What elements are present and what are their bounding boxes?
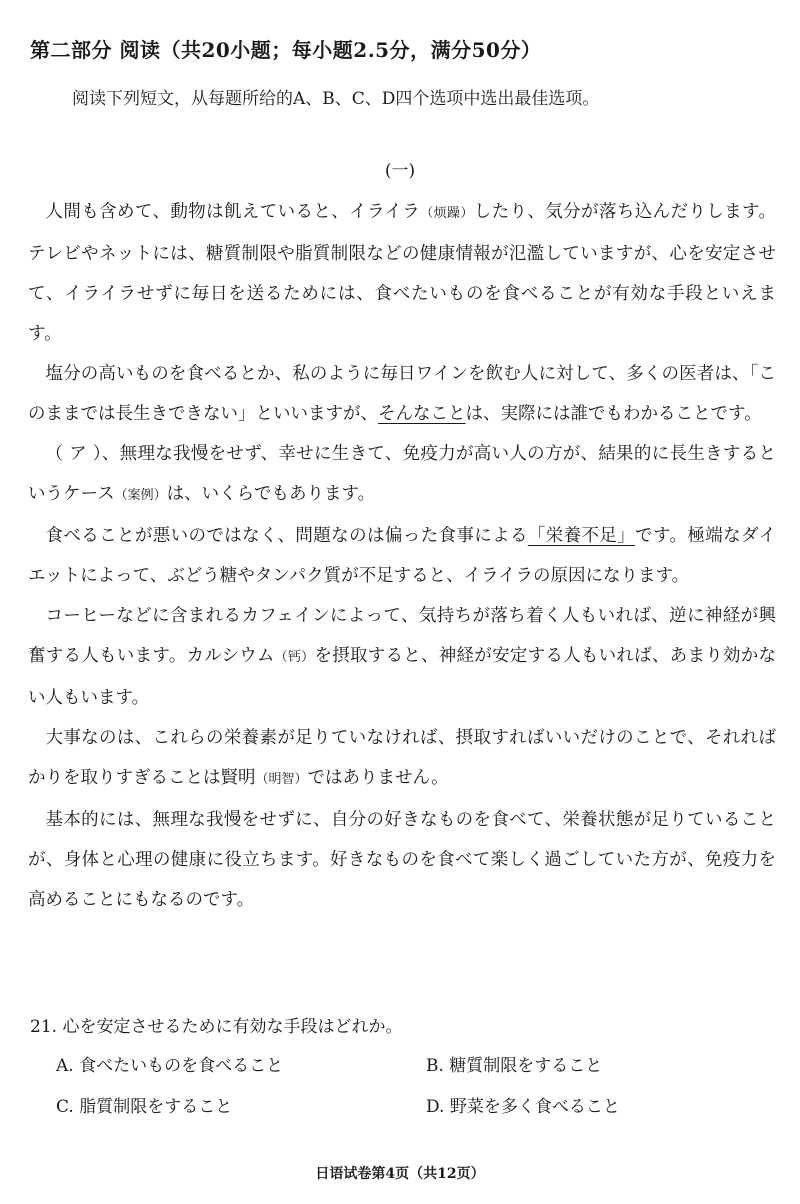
paragraph-text: （ ア ）、無理な我慢をせず、幸せに生きて、免疫力が高い人の方が、結果的に長生きするというケース [28,444,776,504]
paragraph-text: 人間も含めて、動物は飢えていると、イライラ [45,202,421,222]
section-title: 第二部分 阅读（共20小题；每小题2.5分，满分50分） [30,38,542,62]
gloss-note: （烦躁） [420,206,474,221]
passage-number: (一) [384,161,416,181]
paragraph-text: したり、気分が落ち込んだりします。テレビやネットには、糖質制限や脂質制限などの健康情報が氾濫していますが、心を安定させて、イライラせずに毎日を送るためには、食べたいものを食べることが有効な手段といえます。 [28,202,776,344]
paragraph-2 [28,354,776,434]
option-b[interactable]: B. 糖質制限をすること [426,1056,603,1076]
paragraph-text: コーヒーなどに含まれるカフェインによって、気持ちが落ち着く人もいれば、逆に神経が興奮する人もいます。カルシウム [28,606,776,666]
paragraph-7: 基本的には、無理な我慢をせずに、自分の好きなものを食べて、栄養状態が足りていることが、身体と心理の健康に役立ちます。好きなものを食べて楽しく過ごしていた方が、免疫力を高めることにもなるのです。 [28,810,776,910]
paragraph-5 [28,596,776,718]
gloss-note: （案例） [114,488,167,503]
instruction-text: 阅读下列短文，从每题所给的A、B、C、D四个选项中选出最佳选项。 [72,89,600,109]
answer-options [30,1051,770,1117]
paragraph-text: ではありません。 [307,768,449,788]
question-stem: 21. 心を安定させるために有効な手段はどれか。 [30,1017,403,1037]
option-d[interactable]: D. 野菜を多く食べること [426,1097,620,1117]
paragraph-text: は、いくらでもあります。 [166,484,376,504]
paragraph-1 [28,192,776,354]
paragraph-3 [28,434,776,516]
gloss-note: （钙） [274,650,315,665]
page-footer: 日语试卷第4页（共12页） [315,1166,485,1182]
paragraph-6 [28,718,776,800]
paragraph-text: は、実際には誰でもわかることです。 [465,404,762,424]
reading-passage [28,192,776,920]
gloss-note: （明智） [255,772,308,787]
paragraph-4 [28,516,776,596]
paragraph-text: 食べることが悪いのではなく、問題なのは偏った食事による [45,526,528,546]
question-21 [30,1012,770,1117]
paragraph-text: です。極端なダイエットによって、ぶどう糖やタンパク質が不足すると、イライラの原因になります。 [28,526,777,586]
underlined-phrase: 「栄養不足」 [527,526,636,546]
underlined-phrase: そんなこと [378,404,466,424]
paragraph-text: 大事なのは、これらの栄養素が足りていなければ、摂取すればいいだけのことで、それればかりを取りすぎることは賢明 [28,728,776,788]
option-c[interactable]: C. 脂質制限をすること [56,1097,233,1117]
paragraph-text: 塩分の高いものを食べるとか、私のように毎日ワインを飲む人に対して、多くの医者は、「このままでは長生きできない」といいますが、 [28,364,776,424]
option-a[interactable]: A. 食べたいものを食べること [56,1056,284,1076]
paragraph-text: を摂取すると、神経が安定する人もいれば、あまり効かない人もいます。 [28,646,776,708]
